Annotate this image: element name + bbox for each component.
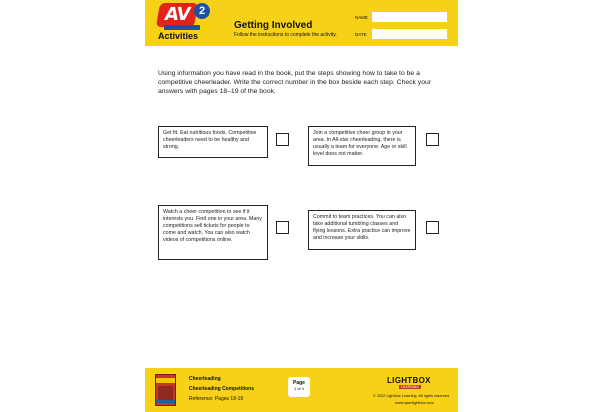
page-number: 1 of 4	[293, 386, 304, 391]
book-series: Cheerleading	[189, 376, 221, 382]
page-indicator	[288, 377, 310, 397]
page-title: Getting Involved	[234, 20, 313, 31]
worksheet-page	[145, 0, 458, 412]
copyright-text: © 2022 Lightbox Learning. All rights reserved.	[373, 394, 450, 398]
publisher-logo: LIGHTBOX	[387, 376, 431, 385]
page-label: Page	[293, 380, 305, 386]
av2-logo	[156, 3, 214, 33]
footer-bar	[145, 368, 458, 412]
book-cover-thumbnail	[155, 374, 176, 406]
page-reference: Reference: Pages 18-19	[189, 396, 244, 402]
name-field[interactable]	[372, 12, 447, 22]
date-field[interactable]	[372, 29, 447, 39]
page-subtitle: Follow the instructions to complete the activity.	[234, 32, 337, 38]
book-title: Cheerleading Competitions	[189, 386, 255, 392]
name-label: NAME	[355, 15, 369, 20]
header-bar	[145, 0, 458, 46]
answer-box-3[interactable]	[276, 221, 289, 234]
logo-badge: 2	[194, 3, 210, 19]
date-label: DATE	[355, 32, 367, 37]
answer-box-1[interactable]	[276, 133, 289, 146]
step-card-1: Get fit. Eat nutritious foods. Competitive cheerleaders need to be healthy and strong.	[158, 126, 268, 158]
answer-box-2[interactable]	[426, 133, 439, 146]
step-card-3: Watch a cheer competition to see if it interests you. Find one in your area. Many competitions sell tickets for people to come and watch. You can also watch videos of competitions online.	[158, 205, 268, 260]
logo-text: AV	[156, 3, 198, 27]
logo-tagline-band	[164, 25, 200, 30]
instructions: Using information you have read in the book, put the steps showing how to take to be a competitive cheerleader. Write the correct number in the box beside each step. Check your answers with pages 18–19 of the book.	[158, 70, 432, 95]
step-card-2: Join a competitive cheer group in your area. In All-star cheerleading, there is usually a team for everyone. Age or skill level does not matter.	[308, 126, 416, 166]
step-card-4: Commit to team practices. You can also take additional tumbling classes and flying lessons. Extra practice can improve and increase your skills.	[308, 210, 416, 250]
website-link[interactable]: www.openlightbox.com	[395, 401, 434, 405]
section-label: Activities	[158, 31, 199, 41]
publisher-sub-logo: LEARNING	[401, 385, 419, 389]
answer-box-4[interactable]	[426, 221, 439, 234]
